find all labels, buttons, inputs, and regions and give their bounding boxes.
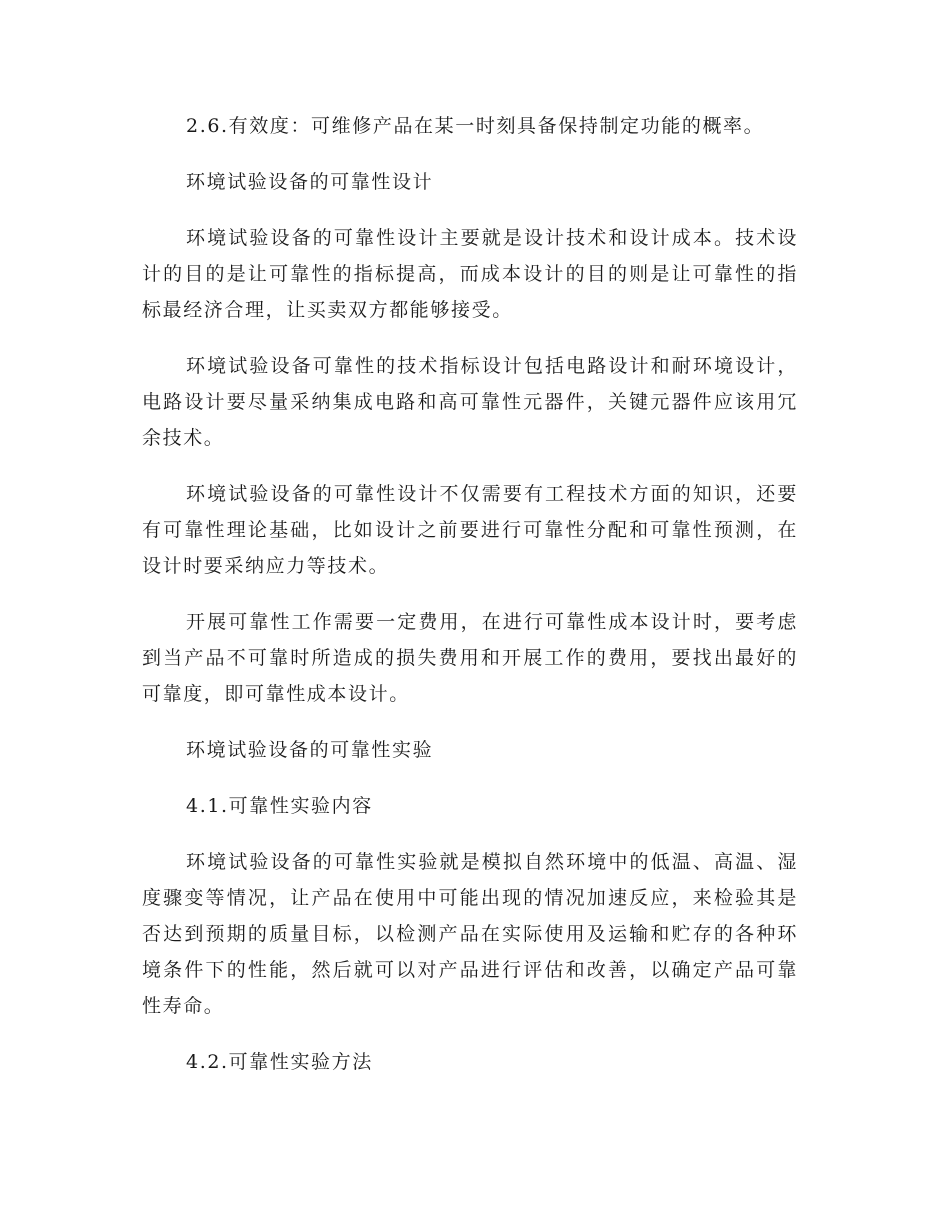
subsection-heading-experiment-method: 4.2.可靠性实验方法	[186, 1051, 373, 1073]
paragraph-reliability-cost-design: 开展可靠性工作需要一定费用，在进行可靠性成本设计时，要考虑到当产品不可靠时所造成的损失费用和开展工作的费用，要找出最好的可靠度，即可靠性成本设计。	[142, 611, 798, 705]
subsection-heading-experiment-content: 4.1.可靠性实验内容	[186, 795, 373, 817]
paragraph-experiment-content: 环境试验设备的可靠性实验就是模拟自然环境中的低温、高温、湿度骤变等情况，让产品在使用中可能出现的情况加速反应，来检验其是否达到预期的质量目标，以检测产品在实际使用及运输和贮存的各种环境条件下的性能，然后就可以对产品进行评估和改善，以确定产品可靠性寿命。	[142, 851, 798, 1017]
section-heading-reliability-design: 环境试验设备的可靠性设计	[186, 171, 434, 193]
paragraph-engineering-knowledge: 环境试验设备的可靠性设计不仅需要有工程技术方面的知识，还要有可靠性理论基础，比如设计之前要进行可靠性分配和可靠性预测，在设计时要采纳应力等技术。	[142, 483, 798, 577]
section-heading-reliability-experiment: 环境试验设备的可靠性实验	[186, 739, 434, 761]
paragraph-technical-indicator-design: 环境试验设备可靠性的技术指标设计包括电路设计和耐环境设计，电路设计要尽量采纳集成电路和高可靠性元器件，关键元器件应该用冗余技术。	[142, 355, 798, 449]
paragraph-availability-definition: 2.6.有效度：可维修产品在某一时刻具备保持制定功能的概率。	[186, 115, 765, 137]
paragraph-design-technology-cost: 环境试验设备的可靠性设计主要就是设计技术和设计成本。技术设计的目的是让可靠性的指标提高，而成本设计的目的则是让可靠性的指标最经济合理，让买卖双方都能够接受。	[142, 227, 798, 321]
document-body	[142, 108, 798, 1100]
